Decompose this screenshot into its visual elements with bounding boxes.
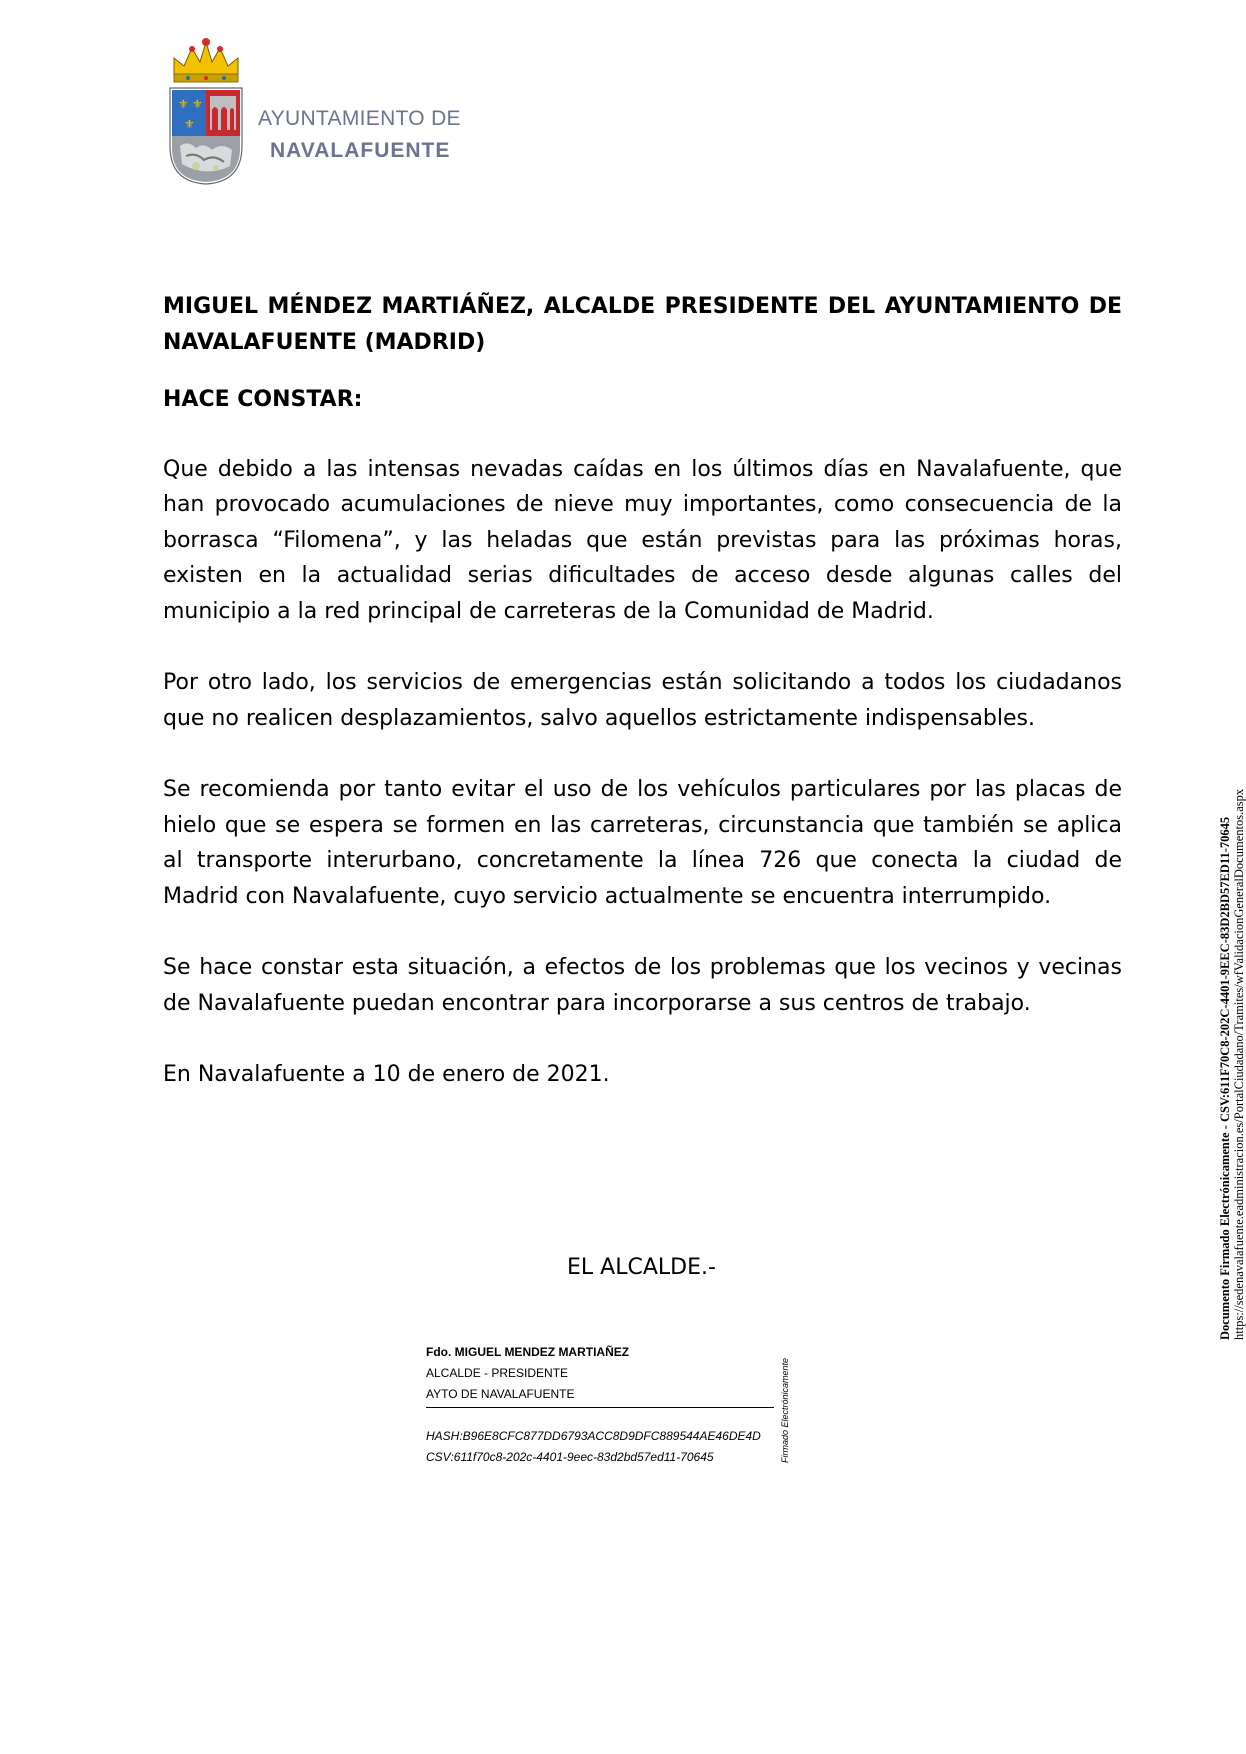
signature-hash: HASH:B96E8CFC877DD6793ACC8D9DFC889544AE46DE4D	[426, 1429, 761, 1443]
signer-name: Fdo. MIGUEL MENDEZ MARTIAÑEZ	[426, 1345, 630, 1359]
signature-csv: CSV:611f70c8-202c-4401-9eec-83d2bd57ed11-70645	[426, 1450, 714, 1464]
letterhead	[160, 32, 500, 192]
signer-role: ALCALDE - PRESIDENTE	[426, 1366, 569, 1380]
paragraph-4: Se hace constar esta situación, a efectos de los problemas que los vecinos y vecinas de Navalafuente puedan encontrar para incorporarse a sus centros de trabajo.	[163, 955, 1122, 1016]
paragraph-3: Se recomienda por tanto evitar el uso de los vehículos particulares por las placas de hielo que se espera se formen en las carreteras, circunstancia que también se aplica al transporte interurbano, concretamente la línea 726 que conecta la ciudad de Madrid con Navalafuente, cuyo servicio actualmente se encuentra interrumpido.	[163, 777, 1122, 909]
svg-text:⚜: ⚜	[192, 97, 203, 111]
signed-electronically-label: Firmado Electrónicamente	[780, 1357, 790, 1463]
municipal-coat-of-arms-icon	[166, 36, 246, 186]
side-validation-stamp	[1218, 789, 1246, 1340]
side-stamp-csv: Documento Firmado Electrónicamente - CSV:611F70C8-202C-4401-9EEC-83D2BD57ED11-70645	[1218, 816, 1232, 1340]
org-name-line2: NAVALAFUENTE	[270, 139, 451, 162]
paragraph-1: Que debido a las intensas nevadas caídas en los últimos días en Navalafuente, que han provocado acumulaciones de nieve muy importantes, como consecuencia de la borrasca “Filomena”, y las heladas que están previstas para las próximas horas, existen en la actualidad serias dificultades de acceso desde algunas calles del municipio a la red principal de carreteras de la Comunidad de Madrid.	[163, 456, 1122, 624]
hace-constar-label: HACE CONSTAR:	[163, 387, 363, 412]
side-stamp-url[interactable]: https://sedenavalafuente.eadministracion.es/PortalCiudadano/Tramites/wfValidacionGeneralDocumentos.aspx	[1232, 788, 1246, 1340]
org-name-line1: AYUNTAMIENTO DE	[258, 107, 461, 130]
svg-text:⚜: ⚜	[184, 117, 195, 131]
svg-text:⚜: ⚜	[178, 97, 189, 111]
electronic-signature-block	[426, 1345, 790, 1475]
document-body	[163, 289, 1122, 1093]
signature-divider	[426, 1407, 774, 1408]
closing-title: EL ALCALDE.-	[567, 1255, 716, 1280]
paragraph-2: Por otro lado, los servicios de emergencias están solicitando a todos los ciudadanos que no realicen desplazamientos, salvo aquellos estrictamente indispensables.	[163, 670, 1122, 731]
date-line: En Navalafuente a 10 de enero de 2021.	[163, 1062, 610, 1087]
signer-org: AYTO DE NAVALAFUENTE	[426, 1387, 575, 1401]
document-heading: MIGUEL MÉNDEZ MARTIÁÑEZ, ALCALDE PRESIDENTE DEL AYUNTAMIENTO DE NAVALAFUENTE (MADRID)	[163, 294, 1122, 355]
